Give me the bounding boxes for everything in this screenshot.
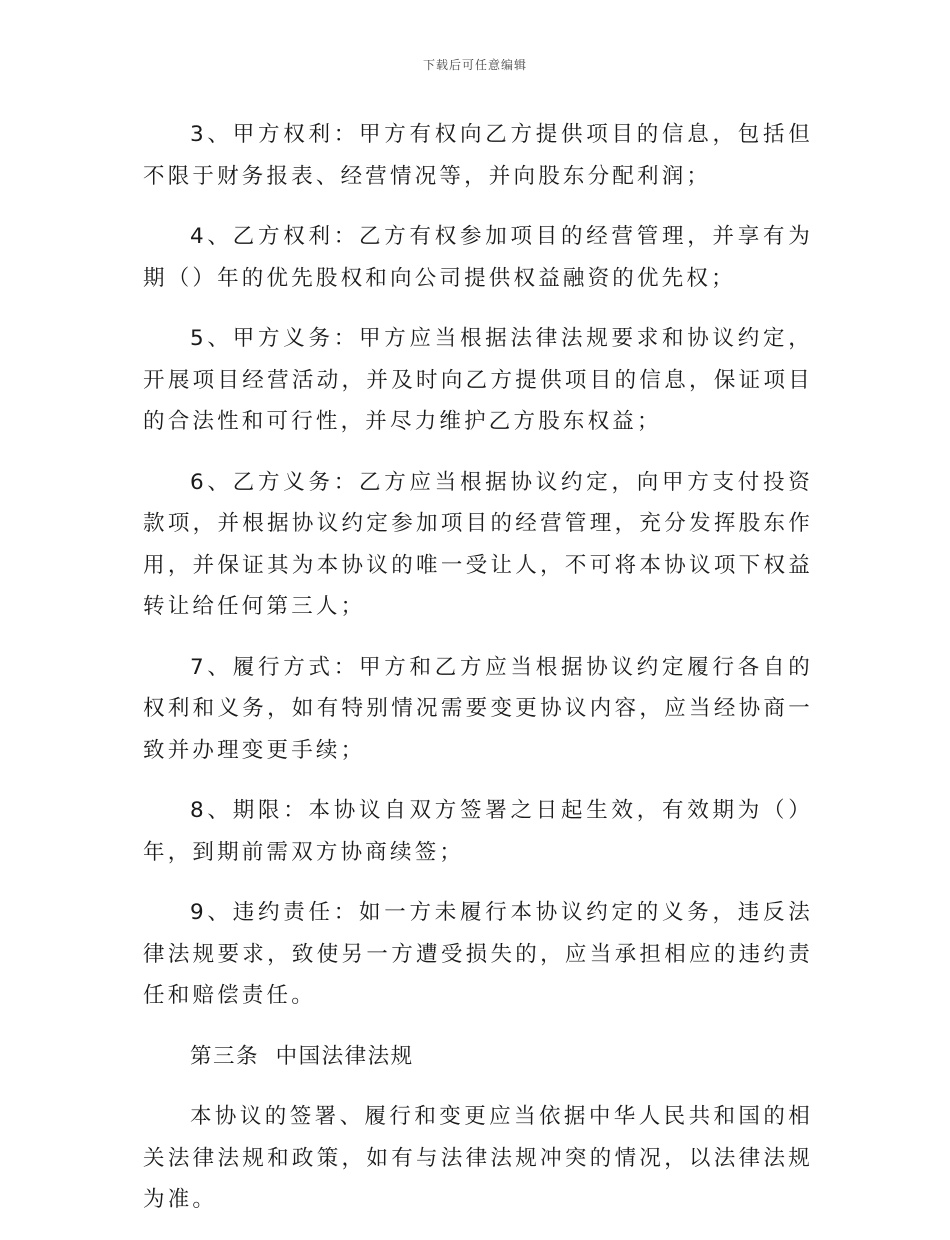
clause-5-party-a-obligations: 5、甲方义务：甲方应当根据法律法规要求和协议约定，开展项目经营活动，并及时向乙方提供项目的信息，保证项目的合法性和可行性，并尽力维护乙方股东权益； [143, 326, 813, 434]
clause-7-performance: 7、履行方式：甲方和乙方应当根据协议约定履行各自的权利和义务，如有特别情况需要变更协议内容，应当经协商一致并办理变更手续； [143, 654, 813, 763]
clause-6-party-b-obligations: 6、乙方义务：乙方应当根据协议约定，向甲方支付投资款项，并根据协议约定参加项目的经营管理，充分发挥股东作用，并保证其为本协议的唯一受让人，不可将本协议项下权益转让给任何第三人； [143, 469, 813, 619]
clause-8-term: 8、期限：本协议自双方签署之日起生效，有效期为（）年，到期前需双方协商续签； [143, 798, 813, 865]
clause-3-party-a-rights: 3、甲方权利：甲方有权向乙方提供项目的信息，包括但不限于财务报表、经营情况等，并向股东分配利润； [143, 122, 813, 189]
clause-4-party-b-rights: 4、乙方权利：乙方有权参加项目的经营管理，并享有为期（）年的优先股权和向公司提供权益融资的优先权； [143, 224, 813, 291]
header-note: 下载后可任意编辑 [422, 58, 527, 72]
section-body: 本协议的签署、履行和变更应当依据中华人民共和国的相关法律法规和政策，如有与法律法规冲突的情况，以法律法规为准。 [143, 1104, 813, 1212]
section-heading: 第三条 中国法律法规 [190, 1043, 414, 1069]
clause-9-liability: 9、违约责任：如一方未履行本协议约定的义务，违反法律法规要求，致使另一方遭受损失的，应当承担相应的违约责任和赔偿责任。 [143, 900, 813, 1008]
document-body [143, 114, 813, 1240]
